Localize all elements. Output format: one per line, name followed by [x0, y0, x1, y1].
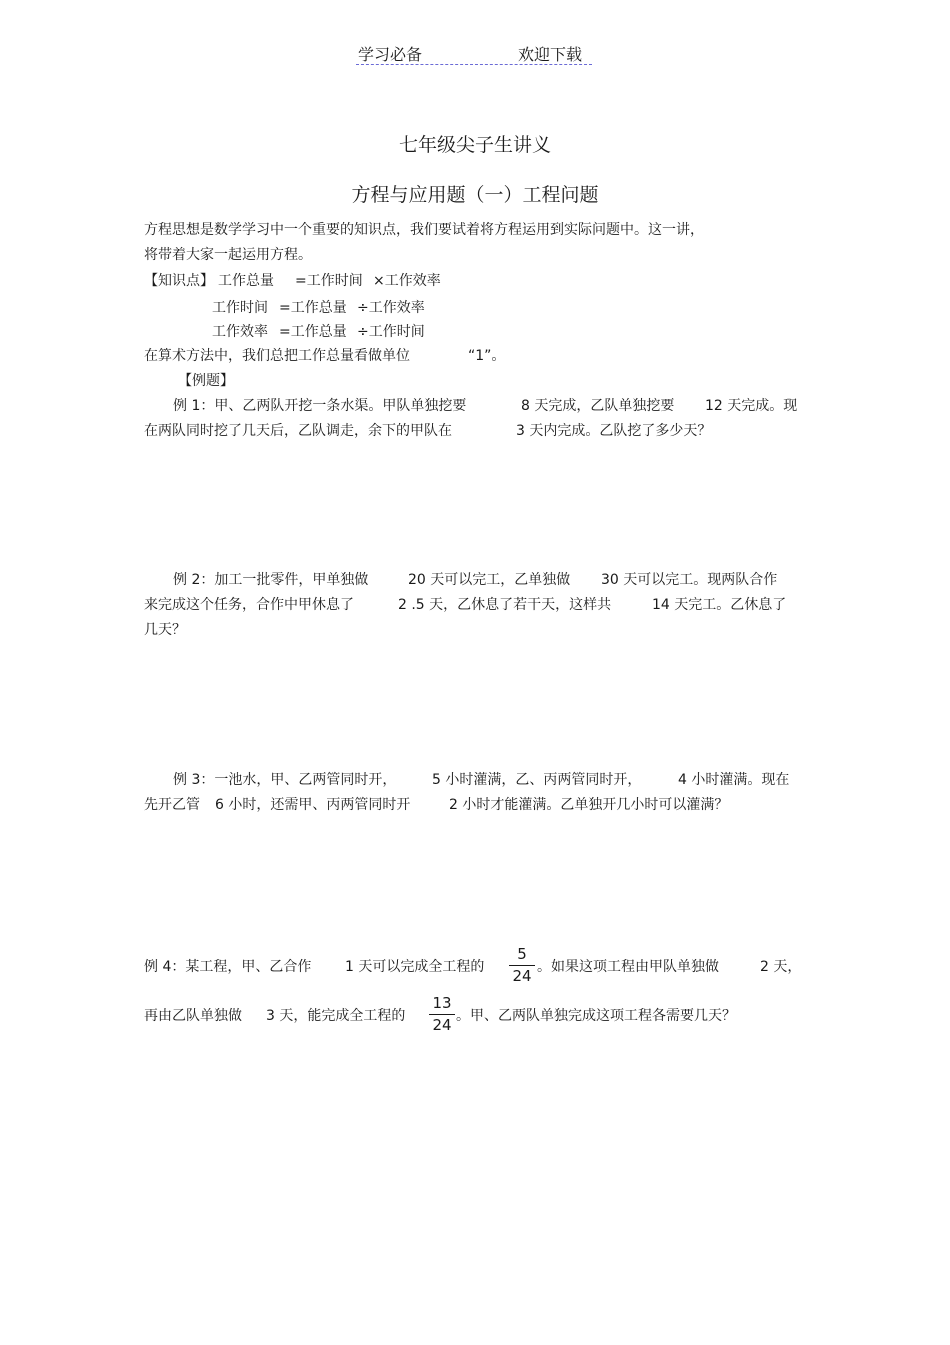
fraction-thirteen-over-twenty-four	[426, 994, 458, 1035]
ex2-line1-b: 20 天可以完工，乙单独做	[408, 572, 571, 588]
ex3-line2-a: 先开乙管	[144, 797, 200, 813]
ex3-line2-c: 2 小时才能灌满。乙单独开几小时可以灌满？	[449, 797, 729, 813]
fraction-denominator: 24	[512, 967, 532, 985]
fraction-denominator: 24	[432, 1016, 452, 1034]
ex3-line1-c: 4 小时灌满。现在	[678, 772, 790, 788]
formula-3-term: 工作效率	[212, 324, 268, 340]
formula-3-op: ÷工作时间	[357, 324, 425, 340]
ex3-line1-a: 例 3：一池水，甲、乙两管同时开，	[173, 772, 397, 788]
intro-line-1: 方程思想是数学学习中一个重要的知识点，我们要试着将方程运用到实际问题中。这一讲，	[144, 222, 704, 238]
intro-line-2: 将带着大家一起运用方程。	[144, 247, 312, 263]
ex2-line2-b: 2 .5 天，乙休息了若干天，这样共	[398, 597, 612, 613]
formula-2-eq: =工作总量	[279, 300, 347, 316]
fraction-numerator: 5	[517, 945, 527, 963]
ex4-line1-b: 1 天可以完成全工程的	[345, 959, 485, 975]
formula-1-op: ×工作效率	[373, 273, 441, 289]
ex4-line1-d: 2 天，	[760, 959, 802, 975]
unit-note: 在算术方法中，我们总把工作总量看做单位	[144, 348, 410, 364]
header-left: 学习必备	[358, 45, 423, 64]
fraction-bar	[509, 965, 535, 966]
formula-3-eq: =工作总量	[279, 324, 347, 340]
formula-2-op: ÷工作效率	[357, 300, 425, 316]
ex2-line3: 几天？	[144, 622, 186, 638]
lecture-subtitle: 方程与应用题（一）工程问题	[351, 184, 599, 206]
ex2-line1-c: 30 天可以完工。现两队合作	[601, 572, 778, 588]
header-right: 欢迎下载	[518, 45, 583, 64]
fraction-five-over-twenty-four	[506, 945, 538, 986]
ex4-line1-c: 。如果这项工程由甲队单独做	[537, 959, 719, 975]
ex2-line2-a: 来完成这个任务，合作中甲休息了	[144, 597, 354, 613]
ex1-line1-b: 8 天完成，乙队单独挖要	[521, 398, 675, 414]
unit-one: “1”。	[468, 348, 506, 364]
formula-2-term: 工作时间	[212, 300, 268, 316]
ex1-line2-b: 3 天内完成。乙队挖了多少天？	[516, 423, 712, 439]
examples-label: 【例题】	[178, 373, 234, 389]
ex2-line2-c: 14 天完工。乙休息了	[652, 597, 787, 613]
knowledge-label: 【知识点】	[144, 273, 214, 289]
ex4-line2-b: 3 天，能完成全工程的	[266, 1008, 406, 1024]
formula-1-eq: =工作时间	[295, 273, 363, 289]
lecture-title: 七年级尖子生讲义	[398, 134, 551, 156]
ex4-line2-c: 。甲、乙两队单独完成这项工程各需要几天？	[456, 1008, 736, 1024]
formula-1-term: 工作总量	[218, 273, 274, 289]
fraction-bar	[429, 1014, 455, 1015]
page-header	[356, 42, 592, 65]
ex1-line1-a: 例 1：甲、乙两队开挖一条水渠。甲队单独挖要	[173, 398, 467, 414]
ex3-line1-b: 5 小时灌满，乙、丙两管同时开，	[432, 772, 642, 788]
ex1-line2-a: 在两队同时挖了几天后，乙队调走，余下的甲队在	[144, 423, 452, 439]
ex1-line1-c: 12 天完成。现	[705, 398, 798, 414]
ex2-line1-a: 例 2：加工一批零件，甲单独做	[173, 572, 369, 588]
ex3-line2-b: 6 小时，还需甲、丙两管同时开	[215, 797, 411, 813]
ex4-line2-a: 再由乙队单独做	[144, 1008, 242, 1024]
fraction-numerator: 13	[432, 994, 452, 1012]
ex4-line1-a: 例 4：某工程，甲、乙合作	[144, 959, 312, 975]
